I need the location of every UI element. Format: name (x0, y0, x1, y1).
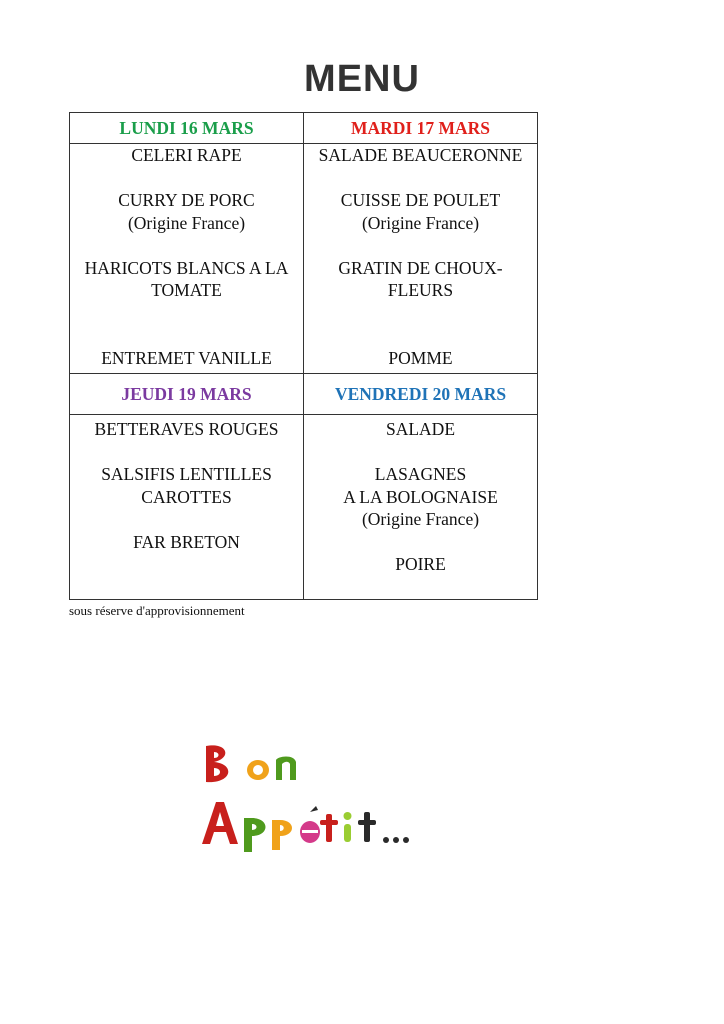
bon-appetit-logo (198, 740, 458, 860)
dish-spacer (70, 302, 303, 325)
dish-spacer (304, 302, 537, 325)
logo-line-bon (206, 745, 296, 782)
dish-spacer (304, 441, 537, 464)
dish-line: CELERI RAPE (131, 145, 242, 165)
day-header-friday: VENDREDI 20 MARS (304, 374, 538, 415)
dish-spacer (70, 167, 303, 190)
dish-line: ENTREMET VANILLE (101, 347, 272, 368)
dish-line: HARICOTS BLANCS A LA (84, 257, 289, 278)
dish-line: FLEURS (387, 280, 454, 300)
day-menu-friday (304, 415, 538, 600)
day-menu-tuesday (304, 144, 538, 374)
dish-line: A LA BOLOGNAISE (343, 486, 498, 507)
dish-line: SALADE (385, 419, 456, 439)
dish-line: (Origine France) (361, 509, 480, 529)
logo-line-appetit (202, 802, 409, 852)
dish-spacer (304, 531, 537, 554)
dish-spacer (304, 234, 537, 257)
dish-line: CAROTTES (141, 486, 232, 507)
dish-line: SALADE BEAUCERONNE (318, 145, 523, 165)
day-header-thursday: JEUDI 19 MARS (70, 374, 304, 415)
dish-spacer (70, 234, 303, 257)
dish-line: BETTERAVES ROUGES (94, 419, 279, 439)
day-header-tuesday: MARDI 17 MARS (304, 113, 538, 144)
day-menu-thursday (70, 415, 304, 600)
dish-line: LASAGNES (374, 464, 467, 484)
day-header-monday: LUNDI 16 MARS (70, 113, 304, 144)
dish-spacer (70, 324, 303, 347)
dish-line: POIRE (395, 554, 446, 574)
dish-spacer (70, 508, 303, 531)
dish-line: (Origine France) (127, 212, 246, 233)
availability-note: sous réserve d'approvisionnement (69, 603, 245, 618)
dish-line: GRATIN DE CHOUX- (338, 257, 503, 278)
page-title: MENU (304, 58, 420, 100)
menu-table (69, 112, 538, 600)
dish-line: SALSIFIS LENTILLES (101, 464, 272, 484)
dish-line: POMME (388, 347, 453, 368)
dish-line: TOMATE (151, 280, 222, 300)
dish-line: CURRY DE PORC (118, 190, 255, 210)
dish-line: CUISSE DE POULET (340, 190, 501, 210)
dish-line: FAR BRETON (133, 531, 240, 552)
dish-line: (Origine France) (361, 212, 480, 233)
dish-spacer (304, 167, 537, 190)
day-menu-monday (70, 144, 304, 374)
dish-spacer (70, 441, 303, 464)
dish-spacer (304, 324, 537, 347)
